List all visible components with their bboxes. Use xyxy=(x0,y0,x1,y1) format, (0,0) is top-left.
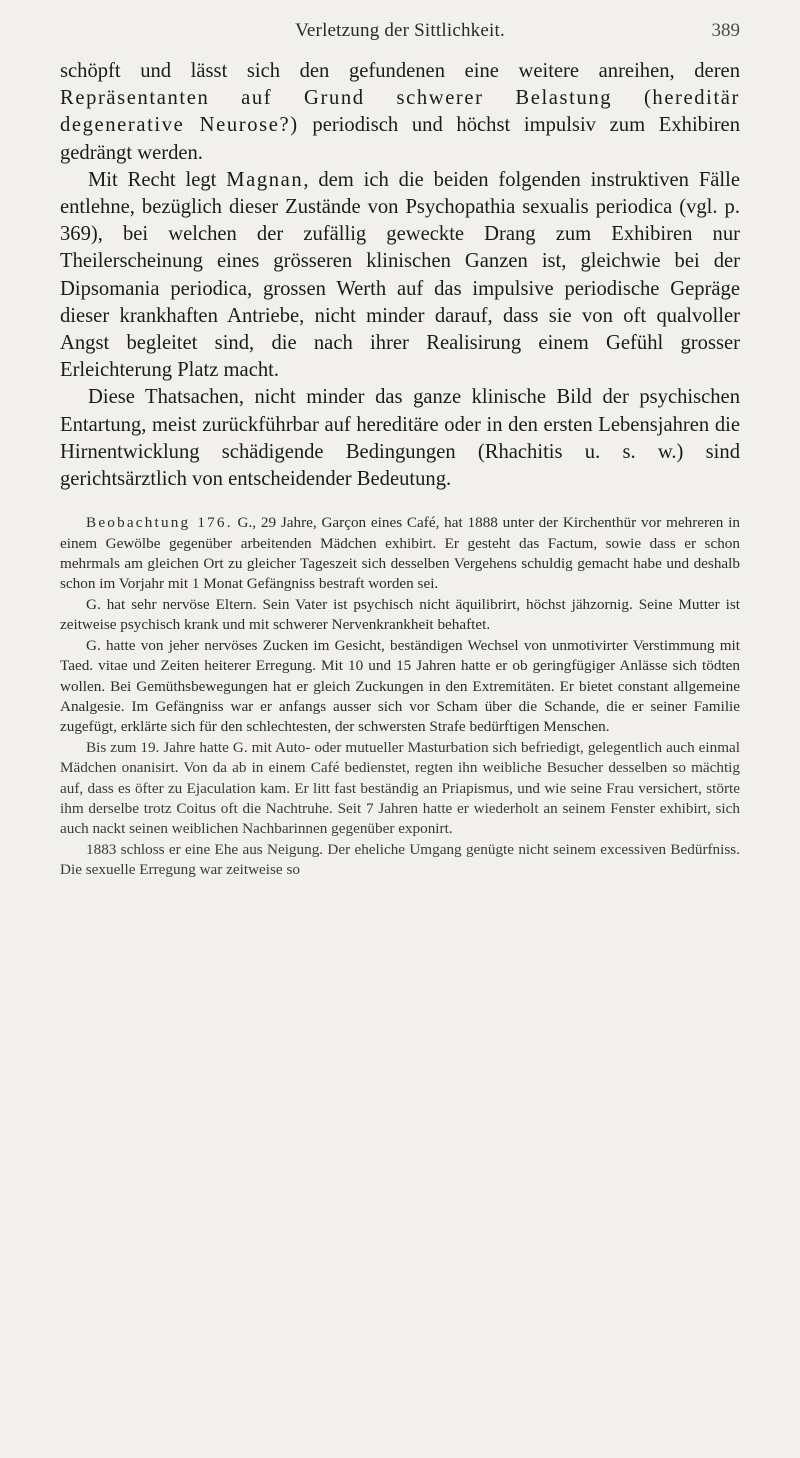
page-number: 389 xyxy=(711,20,740,41)
author-name-magnan: Magnan xyxy=(226,168,304,191)
running-title: Verletzung der Sittlichkeit. xyxy=(295,20,505,41)
paragraph-1 xyxy=(60,58,740,167)
case-paragraph-1 xyxy=(60,513,740,595)
case-paragraph-2: G. hat sehr nervöse Eltern. Sein Vater ist psychisch nicht äquilibrirt, höchst jähzornig. Seine Mutter ist zeitweise psychisch krank und mit schwerer Nervenkrankheit behaftet. xyxy=(60,595,740,634)
paragraph-2-body: , dem ich die beiden folgenden instruktiven Fälle entlehne, bezüglich dieser Zustände von Psychopathia sexualis periodica (vgl. p. 369), bei welchen der zufällig geweckte Drang zum Exhibiren nur Theilerscheinung eines grösseren klinischen Ganzen ist, gleichwie bei der Dipsomania periodica, grossen Werth auf das impulsive periodische Gepräge dieser krankhaften Antriebe, nicht minder darauf, dass sie von oft qualvoller Angst begleitet sind, die nach ihrer Realisirung einem Gefühl grosser Erleichterung Platz macht. xyxy=(60,168,740,382)
case-paragraph-4: Bis zum 19. Jahre hatte G. mit Auto- oder mutueller Masturbation sich befriedigt, gelegentlich auch einmal Mädchen onanisirt. Von da ab in einem Café bedienstet, regten ihn weibliche Besucher desselben so mächtig auf, dass es öfter zu Ejaculation kam. Er litt fast beständig an Priapismus, und wie seine Frau versichert, störte ihm derselbe trotz Coitus oft die Nachtruhe. Seit 7 Jahren hatte er wiederholt an seinem Fenster exhibirt, sich auch nackt seinen weiblichen Nachbarinnen gegenüber exponirt. xyxy=(60,738,740,838)
paragraph-3: Diese Thatsachen, nicht minder das ganze klinische Bild der psychischen Entartung, meist zurückführbar auf hereditäre oder in den ersten Lebensjahren die Hirnentwicklung schädigende Bedingungen (Rhachitis u. s. w.) sind gerichtsärztlich von entscheidender Bedeutung. xyxy=(60,386,740,491)
paragraph-1-emphasis: Repräsentanten auf Grund schwerer Belastung (hereditär degenerative Neurose?) xyxy=(60,87,740,137)
paragraph-2 xyxy=(60,167,740,385)
paragraph-1-lead: schöpft und lässt sich den gefundenen eine weitere anreihen, deren xyxy=(60,60,740,82)
case-paragraph-1-text: G., 29 Jahre, Garçon eines Café, hat 1888 unter der Kirchenthür vor mehreren in einem Gewölbe gegenüber arbeitenden Mädchen exhibirt. Er gesteht das Factum, sowie dass er schon mehrmals am gleichen Ort zu gleicher Tageszeit sich desselben Vergehens schuldig gemacht habe und deshalb schon im Vorjahr mit 1 Monat Gefängniss bestraft worden sei. xyxy=(60,514,740,593)
running-head xyxy=(60,0,740,58)
case-paragraph-5: 1883 schloss er eine Ehe aus Neigung. Der eheliche Umgang genügte nicht seinem excessiven Bedürfniss. Die sexuelle Erregung war zeitweise so xyxy=(60,840,740,879)
paragraph-1-tail: periodisch und höchst impulsiv zum Exhibiren gedrängt werden. xyxy=(60,114,740,164)
book-page xyxy=(60,0,740,881)
case-heading: Beobachtung 176. xyxy=(86,514,233,532)
case-observation-176 xyxy=(60,513,740,880)
paragraph-2-lead: Mit Recht legt xyxy=(88,168,217,191)
case-paragraph-3: G. hatte von jeher nervöses Zucken im Gesicht, beständigen Wechsel von unmotivirter Verstimmung mit Taed. vitae und Zeiten heiterer Erregung. Mit 10 und 15 Jahren hatte er ob geringfügiger Anlässe sich tödten wollen. Bei Gemüthsbewegungen hat er gleich Zuckungen in den Extremitäten. Er bietet constant allgemeine Analgesie. Im Gefängniss war er anfangs ausser sich vor Scham über die Schande, die er seiner Familie zugefügt, erklärte sich für den schlechtesten, der schwersten Strafe bedürftigen Menschen. xyxy=(60,636,740,736)
main-text xyxy=(60,58,740,493)
